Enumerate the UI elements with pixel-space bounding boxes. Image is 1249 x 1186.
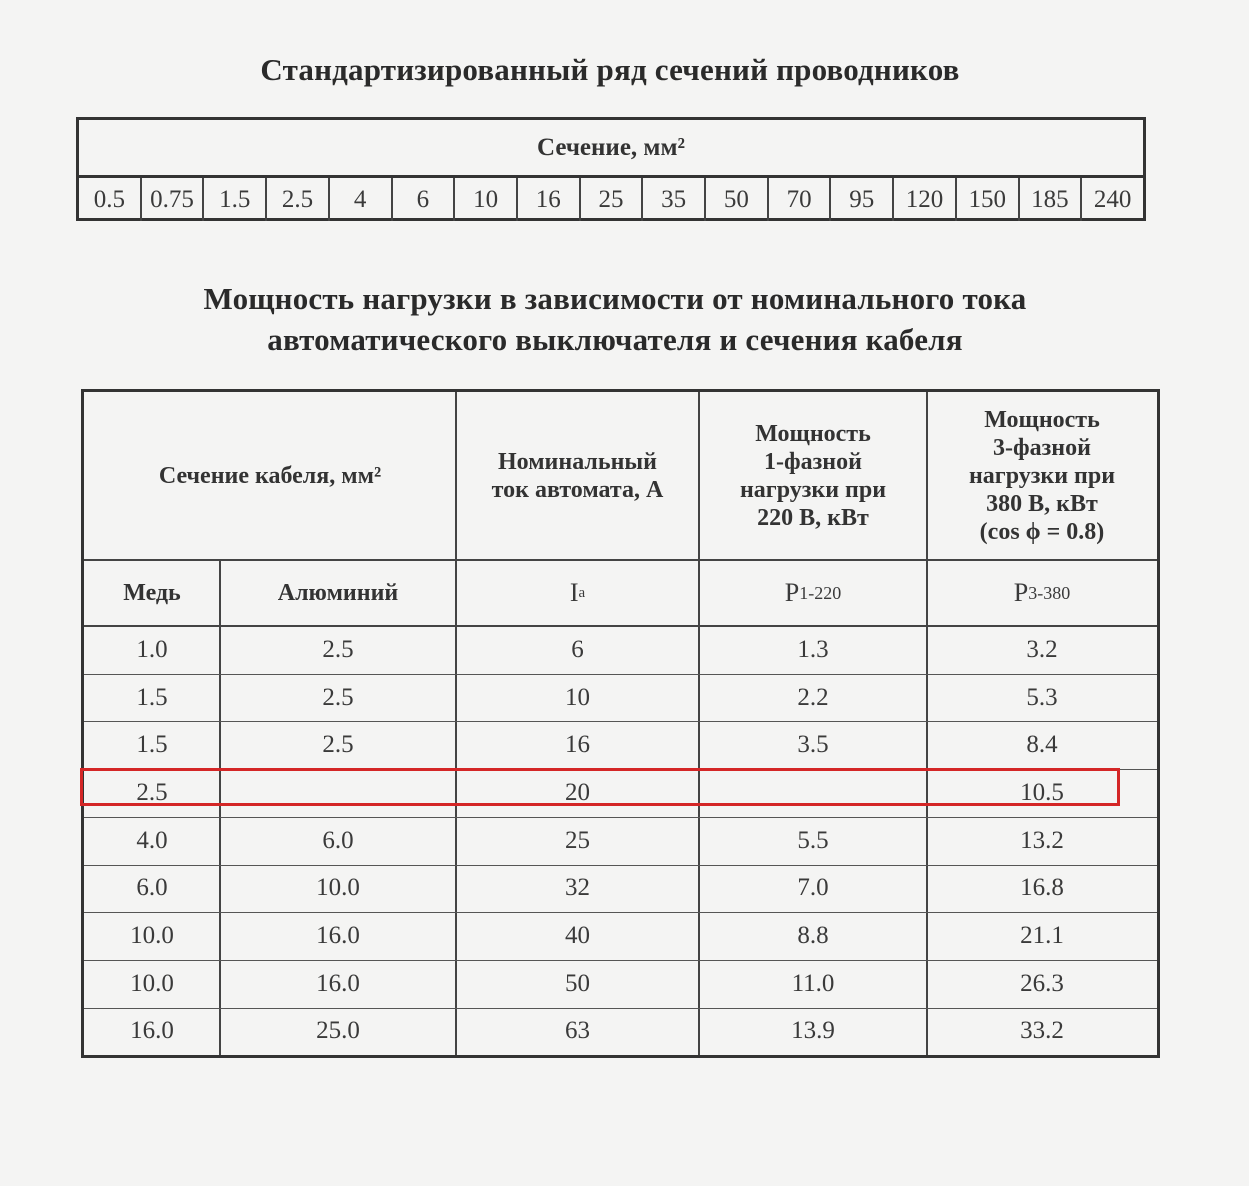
cell-p3: 21.1 [1020,922,1064,950]
section-value-cell: 240 [1093,185,1132,213]
section-value-cell: 0.75 [142,178,205,221]
p3-sub: 3-380 [1028,582,1071,603]
cell-p1: 1.3 [797,635,829,663]
cell-p3: 26.3 [1020,969,1064,997]
cell-p3: 10.5 [1020,778,1064,806]
cell-aluminum: 16.0 [316,922,360,950]
grid-hline [84,817,1157,818]
load-power-table [81,389,1160,1058]
sections-header: Сечение, мм² [79,120,1143,178]
cell-aluminum: 2.5 [322,731,354,759]
cell-p3: 16.8 [1020,874,1064,902]
section-value-cell: 35 [643,178,706,221]
cell-copper: 1.5 [136,731,168,759]
grid-hline [84,960,1157,961]
cell-current: 63 [565,1017,590,1045]
header-single-phase-power [699,392,927,560]
section-value-cell: 2.5 [267,178,330,221]
cell-copper: 6.0 [136,874,168,902]
cell-current: 20 [565,778,590,806]
grid-hline [84,865,1157,866]
header-p1-line3: нагрузки при [739,477,887,503]
cell-p1: 7.0 [797,874,829,902]
cell-copper: 4.0 [136,826,168,854]
header-p3-symbol [927,560,1157,626]
section-value-cell: 70 [769,178,832,221]
p3-main: P [1013,578,1029,607]
section-value-cell: 16 [518,178,581,221]
header-aluminum: Алюминий [277,580,399,606]
header-p1-line2: 1-фазной [764,449,862,475]
cell-aluminum: 25.0 [316,1017,360,1045]
header-p1-line1: Мощность [755,421,871,447]
header-p3-line4: 380 В, кВт [986,491,1098,517]
cell-p3: 8.4 [1026,731,1058,759]
cell-p3: 3.2 [1026,635,1058,663]
cell-current: 32 [565,874,590,902]
grid-hline [84,559,1157,561]
section-value-cell: 95 [831,178,894,221]
cell-p3: 33.2 [1020,1017,1064,1045]
cell-current: 6 [571,635,584,663]
p1-sub: 1-220 [799,582,842,603]
cell-current: 10 [565,683,590,711]
cell-p3: 5.3 [1026,683,1058,711]
cell-copper: 2.5 [136,778,168,806]
p1-main: P [784,578,800,607]
cell-p3: 13.2 [1020,826,1064,854]
cell-aluminum: 10.0 [316,874,360,902]
section-value-cell: 25 [581,178,644,221]
grid-hline [84,674,1157,675]
ia-sub: a [578,584,586,601]
section-value-cell: 10 [455,178,518,221]
header-ia-symbol [456,560,699,626]
cell-aluminum: 16.0 [316,969,360,997]
section-value-cell: 150 [957,178,1020,221]
cell-p1: 8.8 [797,922,829,950]
cell-p1: 5.5 [797,826,829,854]
cell-p1: 3.5 [797,731,829,759]
section-value-cell: 6 [393,178,456,221]
section-value-cell: 0.5 [79,178,142,221]
grid-hline [84,912,1157,913]
header-p3-line2: 3-фазной [993,435,1091,461]
header-three-phase-power [927,392,1157,560]
header-p3-line5: (cos ϕ = 0.8) [979,519,1105,545]
cell-copper: 10.0 [130,922,174,950]
highlight-row-box [80,768,1120,806]
title-standard-sections: Стандартизированный ряд сечений проводников [260,52,960,87]
cell-p1: 13.9 [791,1017,835,1045]
cell-current: 25 [565,826,590,854]
cell-p1: 11.0 [791,969,835,997]
cell-aluminum: 2.5 [322,635,354,663]
section-value-cell: 1.5 [204,178,267,221]
header-rated-current-line1: Номинальный [498,449,657,475]
cell-copper: 1.0 [136,635,168,663]
header-rated-current-line2: ток автомата, А [491,477,664,503]
header-cable-section: Сечение кабеля, мм² [158,463,382,489]
header-p1-line4: 220 В, кВт [757,505,869,531]
header-copper: Медь [123,580,181,606]
title-load-power-line2: автоматического выключателя и сечения кабеля [267,322,963,357]
cell-p1: 2.2 [797,683,829,711]
title-load-power-line1: Мощность нагрузки в зависимости от номинального тока [203,281,1027,316]
cell-aluminum: 2.5 [322,683,354,711]
section-value-cell: 185 [1020,178,1083,221]
cell-copper: 16.0 [130,1017,174,1045]
section-value-cell: 50 [706,178,769,221]
cell-current: 40 [565,922,590,950]
section-value-cell: 4 [330,178,393,221]
header-p3-line3: нагрузки при [968,463,1116,489]
cell-copper: 1.5 [136,683,168,711]
cell-current: 50 [565,969,590,997]
grid-hline [84,1008,1157,1009]
title-load-power [110,278,1120,360]
sections-row [79,178,1143,221]
ia-main: I [569,578,579,607]
header-p3-line1: Мощность [984,407,1100,433]
header-p1-symbol [699,560,927,626]
cell-copper: 10.0 [130,969,174,997]
standard-sections-table [76,117,1146,221]
header-rated-current [456,392,699,560]
grid-hline [84,721,1157,722]
cell-aluminum: 6.0 [322,826,354,854]
cell-current: 16 [565,731,590,759]
section-value-cell: 120 [894,178,957,221]
